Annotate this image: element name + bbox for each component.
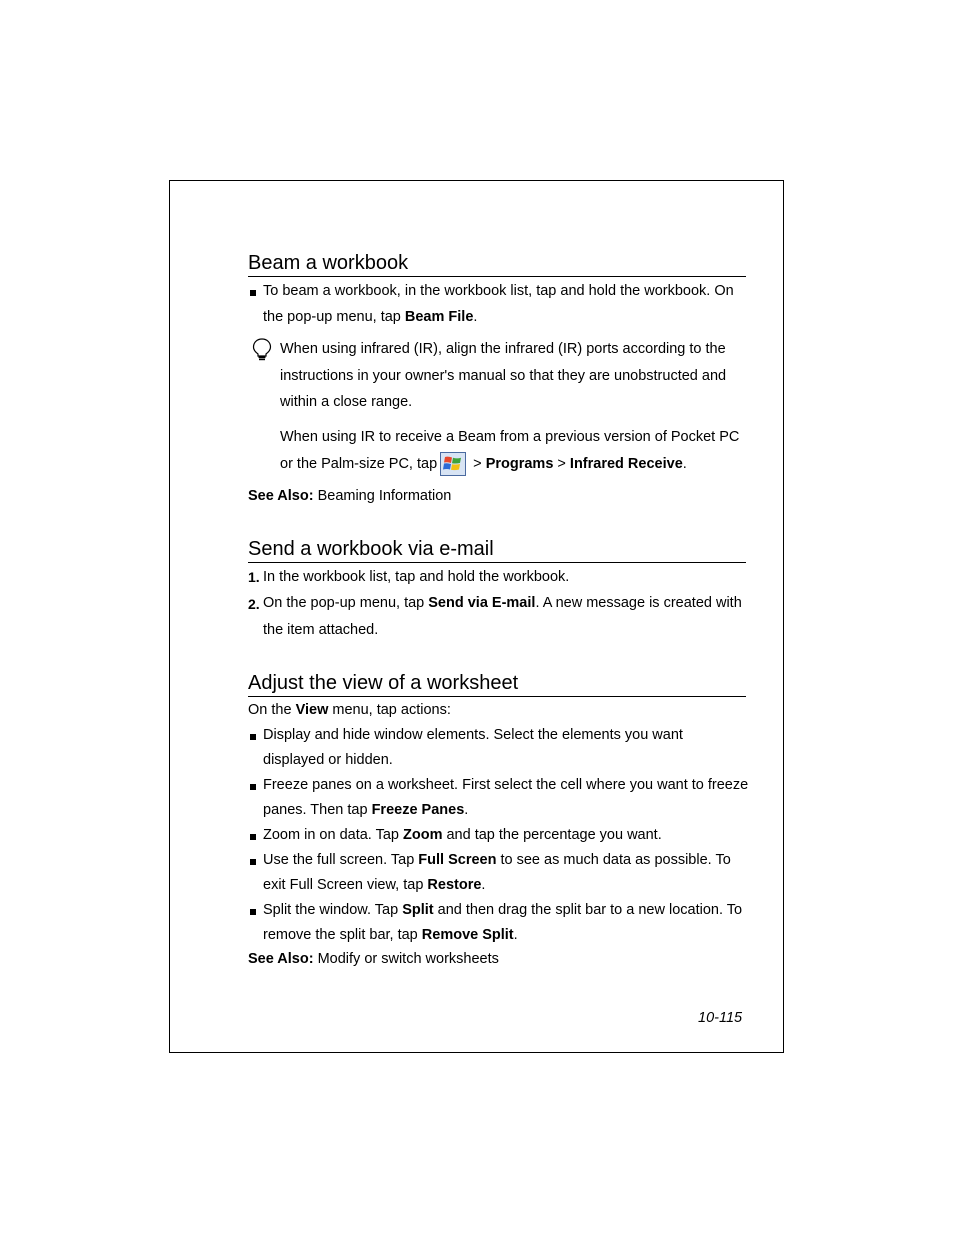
step2-text: On the pop-up menu, tap Send via E-mail. A new message is created with bbox=[263, 595, 742, 611]
view-bullet5-line1: Split the window. Tap Split and then drag the split bar to a new location. To bbox=[263, 902, 743, 918]
heading-beam-workbook: Beam a workbook bbox=[248, 251, 746, 277]
see-also-link-beaming[interactable]: Beaming Information bbox=[317, 488, 452, 504]
tip-line4: When using IR to receive a Beam from a previous version of Pocket PC bbox=[280, 429, 740, 445]
see-also-link-worksheets[interactable]: Modify or switch worksheets bbox=[317, 951, 499, 967]
bullet-marker bbox=[250, 859, 256, 865]
view-bullet2-line1: Freeze panes on a worksheet. First select the cell where you want to freeze bbox=[263, 777, 749, 793]
see-also-worksheets: See Also: Modify or switch worksheets bbox=[248, 951, 499, 967]
step-number-1: 1. bbox=[248, 569, 260, 585]
beam-bullet-line2: the pop-up menu, tap Beam File. bbox=[263, 309, 478, 325]
view-bullet1-line1: Display and hide window elements. Select the elements you want bbox=[263, 727, 683, 743]
page-number: 10-115 bbox=[698, 1010, 743, 1026]
bullet-marker bbox=[250, 784, 256, 790]
windows-start-icon bbox=[440, 452, 466, 476]
tip-line1: When using infrared (IR), align the infrared (IR) ports according to the bbox=[280, 341, 726, 357]
step-number-2: 2. bbox=[248, 596, 260, 612]
view-menu-intro: On the View menu, tap actions: bbox=[248, 702, 451, 718]
beam-bullet-line1: To beam a workbook, in the workbook list, tap and hold the workbook. On bbox=[263, 283, 734, 299]
tip-line2: instructions in your owner's manual so that they are unobstructed and bbox=[280, 368, 727, 384]
step2-line2: the item attached. bbox=[263, 622, 379, 638]
view-bullet2-line2: panes. Then tap Freeze Panes. bbox=[263, 802, 469, 818]
tip-line5: or the Palm-size PC, tap > Programs > Infrared Receive. bbox=[280, 452, 687, 476]
lightbulb-tip-icon bbox=[252, 338, 272, 362]
bullet-marker bbox=[250, 909, 256, 915]
bullet-marker bbox=[250, 290, 256, 296]
bullet-marker bbox=[250, 834, 256, 840]
heading-adjust-view: Adjust the view of a worksheet bbox=[248, 671, 746, 697]
view-bullet4-line2: exit Full Screen view, tap Restore. bbox=[263, 877, 486, 893]
tip-line3: within a close range. bbox=[280, 394, 413, 410]
heading-send-via-email: Send a workbook via e-mail bbox=[248, 537, 746, 563]
step1-text: In the workbook list, tap and hold the workbook. bbox=[263, 569, 570, 585]
view-bullet3: Zoom in on data. Tap Zoom and tap the percentage you want. bbox=[263, 827, 662, 843]
bullet-marker bbox=[250, 734, 256, 740]
view-bullet5-line2: remove the split bar, tap Remove Split. bbox=[263, 927, 518, 943]
view-bullet1-line2: displayed or hidden. bbox=[263, 752, 393, 768]
see-also-beaming: See Also: Beaming Information bbox=[248, 488, 452, 504]
view-bullet4-line1: Use the full screen. Tap Full Screen to see as much data as possible. To bbox=[263, 852, 731, 868]
